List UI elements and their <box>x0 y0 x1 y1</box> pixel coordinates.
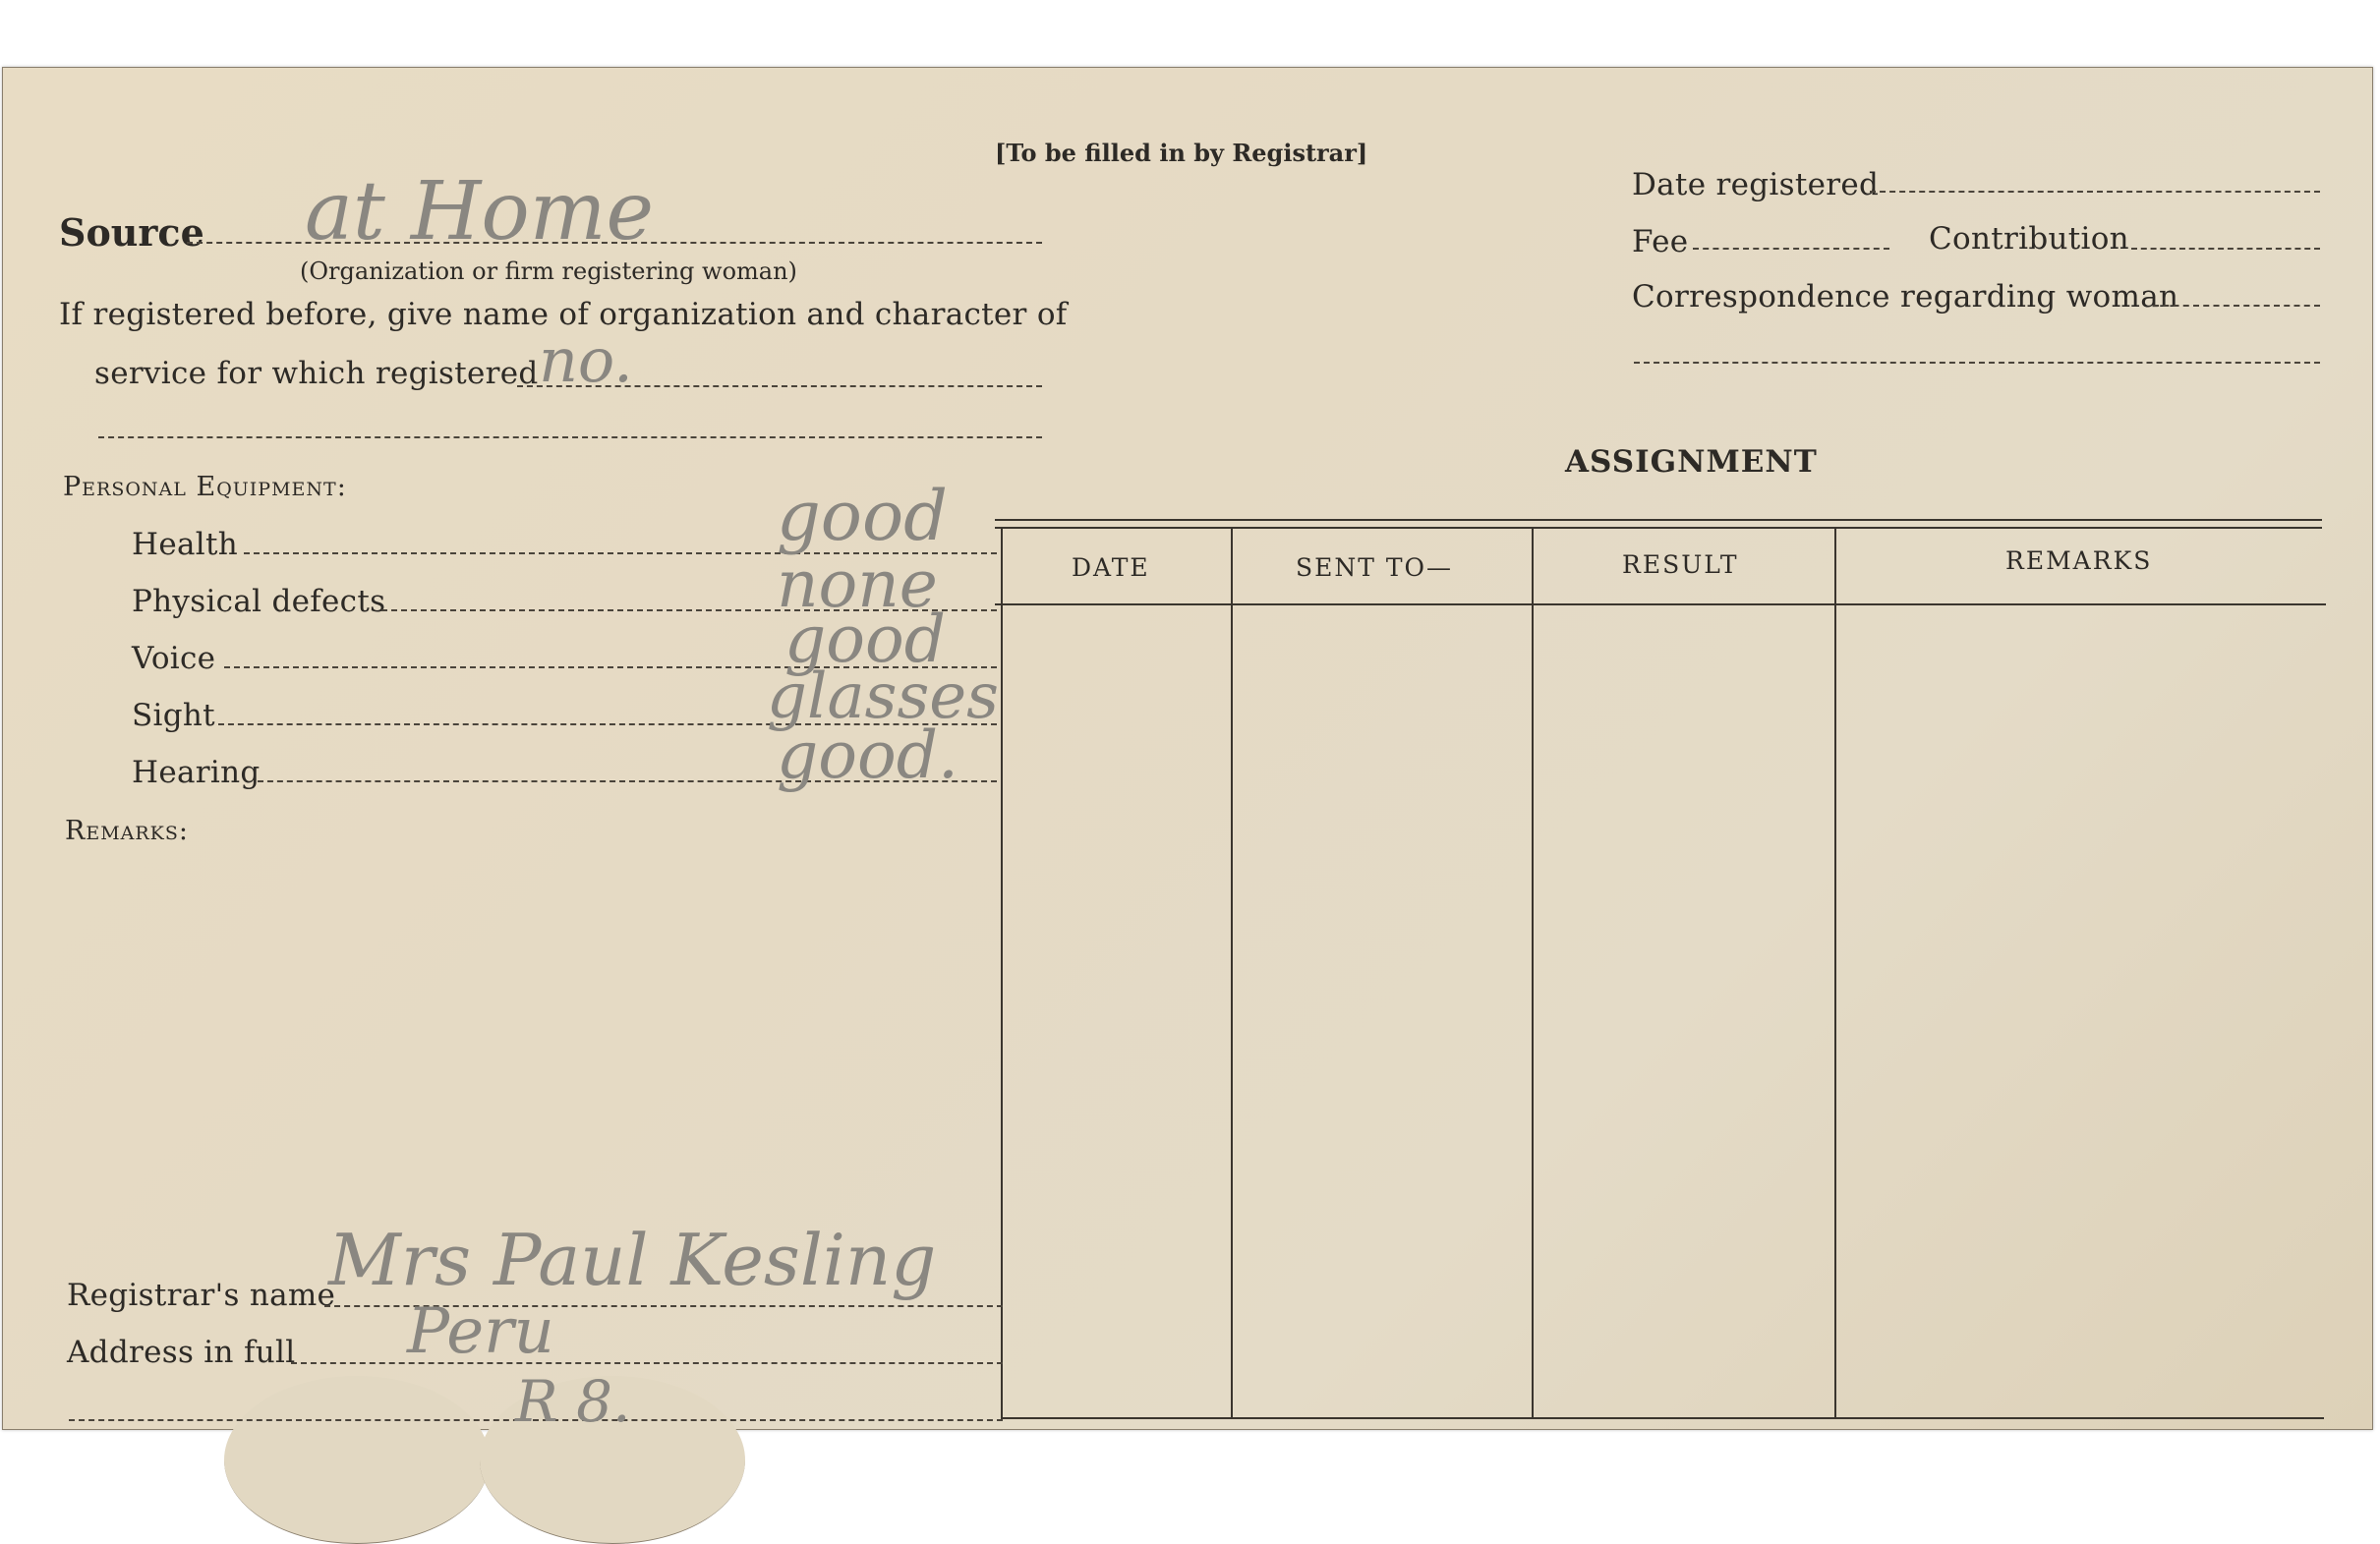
source-caption: (Organization or firm registering woman) <box>300 257 797 285</box>
physical-defects-value: none <box>777 546 938 622</box>
source-value: at Home <box>305 165 655 258</box>
assignment-title: ASSIGNMENT <box>1565 444 1818 480</box>
assignment-col-divider-1 <box>1231 527 1233 1419</box>
assignment-col-divider-2 <box>1532 527 1534 1419</box>
remarks-label: Remarks: <box>65 816 189 846</box>
address-label: Address in full <box>67 1335 296 1370</box>
registrar-name-value: Mrs Paul Kesling <box>328 1219 937 1301</box>
physical-defects-label: Physical defects <box>132 584 386 619</box>
hearing-value: good. <box>777 717 958 793</box>
column-header-date: DATE <box>1072 553 1150 582</box>
correspondence-label: Correspondence regarding woman <box>1632 279 2179 315</box>
assignment-top-rule <box>995 519 2322 521</box>
registered-service-value: no. <box>539 324 633 396</box>
fee-label: Fee <box>1632 224 1689 259</box>
fee-line <box>1693 248 1889 250</box>
registered-before-text: If registered before, give name of organization and character of <box>59 297 1068 332</box>
hearing-label: Hearing <box>132 755 261 790</box>
registrar-note: [To be filled in by Registrar] <box>995 139 1368 167</box>
voice-value: good <box>784 601 946 677</box>
assignment-bottom-rule <box>1003 1417 2324 1419</box>
health-value: good <box>777 476 948 556</box>
voice-label: Voice <box>132 641 216 676</box>
column-header-sent-to: SENT TO— <box>1296 553 1454 582</box>
address-value-line1: Peru <box>407 1295 554 1368</box>
health-label: Health <box>132 527 238 562</box>
registrar-name-label: Registrar's name <box>67 1278 336 1313</box>
card-tab-left <box>224 1376 490 1544</box>
assignment-col-divider-3 <box>1834 527 1836 1419</box>
registered-service-label: service for which registered <box>94 356 539 391</box>
date-registered-line <box>1870 191 2320 193</box>
contribution-line <box>2131 248 2320 250</box>
assignment-header-rule <box>995 603 2326 605</box>
correspondence-line <box>2153 305 2320 307</box>
sight-label: Sight <box>132 698 215 733</box>
column-header-remarks: REMARKS <box>2005 546 2153 575</box>
registered-extra-line <box>98 436 1042 438</box>
address-line <box>291 1362 1003 1364</box>
correspondence-extra-line <box>1634 362 2320 364</box>
source-label: Source <box>59 210 204 255</box>
sight-value: glasses <box>767 660 999 733</box>
assignment-top-rule-2 <box>995 527 2322 529</box>
address-value-line2: R 8. <box>515 1368 631 1435</box>
personal-equipment-heading: Personal Equipment: <box>63 472 347 502</box>
date-registered-label: Date registered <box>1632 167 1880 202</box>
assignment-col-divider-left <box>1001 527 1003 1419</box>
column-header-result: RESULT <box>1622 550 1739 579</box>
contribution-label: Contribution <box>1929 221 2129 257</box>
